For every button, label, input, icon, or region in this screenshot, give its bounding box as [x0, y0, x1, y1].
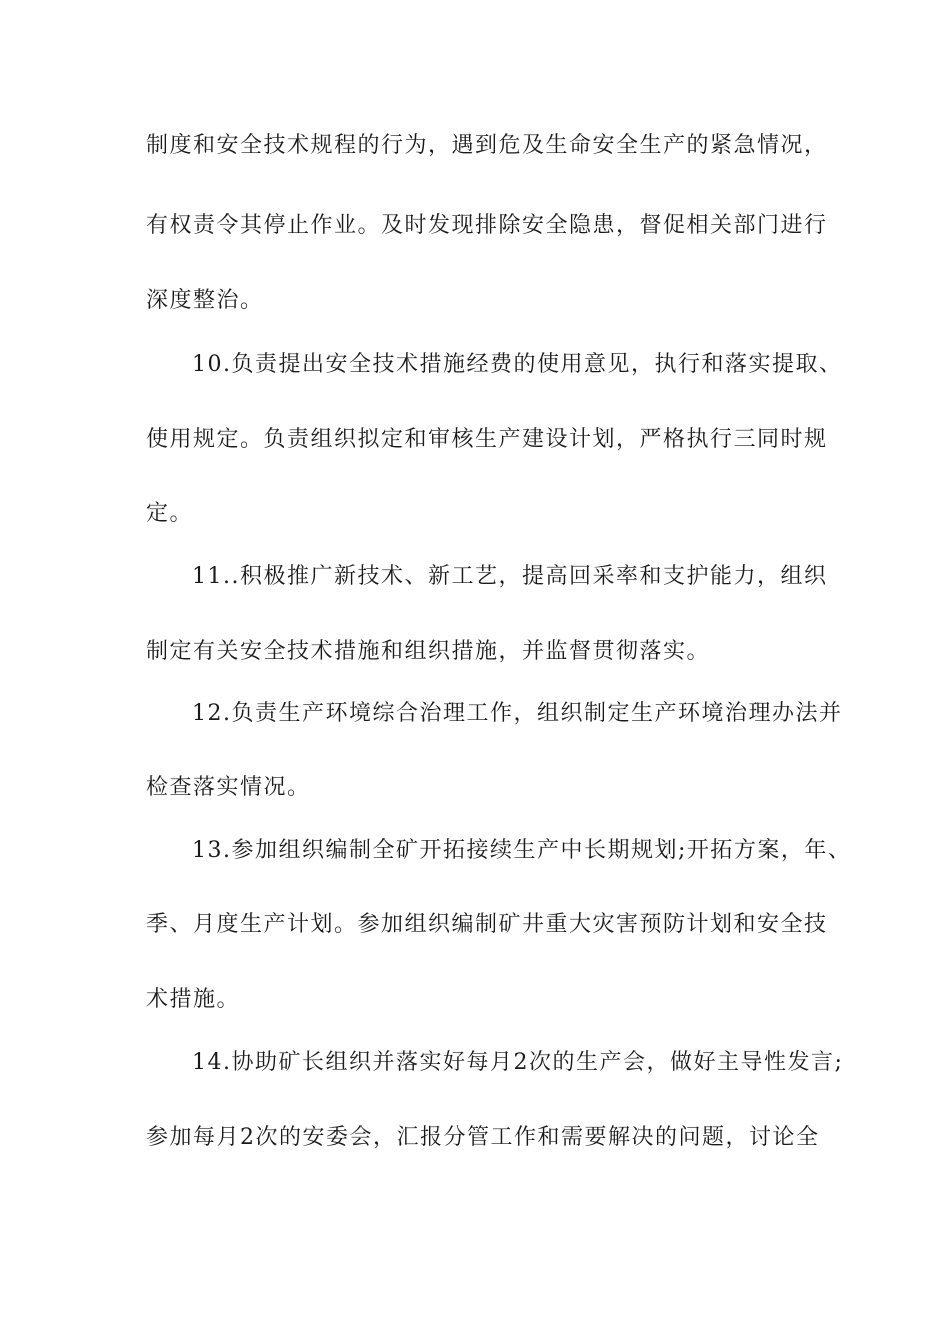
text-line: 使用规定。负责组织拟定和审核生产建设计划，严格执行三同时规 [146, 427, 828, 452]
text-line: 参加每月2次的安委会，汇报分管工作和需要解决的问题，讨论全 [146, 1125, 820, 1150]
paragraph-12-start: 12.负责生产环境综合治理工作，组织制定生产环境治理办法并 [192, 701, 843, 726]
text-line: 制度和安全技术规程的行为，遇到危及生命安全生产的紧急情况， [146, 133, 828, 158]
text-line: 制定有关安全技术措施和组织措施，并监督贯彻落实。 [146, 639, 711, 664]
text-line: 季、月度生产计划。参加组织编制矿井重大灾害预防计划和安全技 [146, 912, 828, 937]
text-line: 定。 [146, 501, 194, 526]
text-line: 术措施。 [146, 987, 241, 1012]
text-line: 有权责令其停止作业。及时发现排除安全隐患，督促相关部门进行 [146, 213, 828, 238]
paragraph-13-start: 13.参加组织编制全矿开拓接续生产中长期规划;开拓方案，年、 [192, 838, 852, 863]
paragraph-14-start: 14.协助矿长组织并落实好每月2次的生产会，做好主导性发言; [192, 1050, 844, 1075]
paragraph-10-start: 10.负责提出安全技术措施经费的使用意见，执行和落实提取、 [192, 352, 843, 377]
paragraph-11-start: 11..积极推广新技术、新工艺，提高回采率和支护能力，组织 [192, 564, 828, 589]
text-line: 深度整治。 [146, 288, 264, 313]
text-line: 检查落实情况。 [146, 775, 311, 800]
